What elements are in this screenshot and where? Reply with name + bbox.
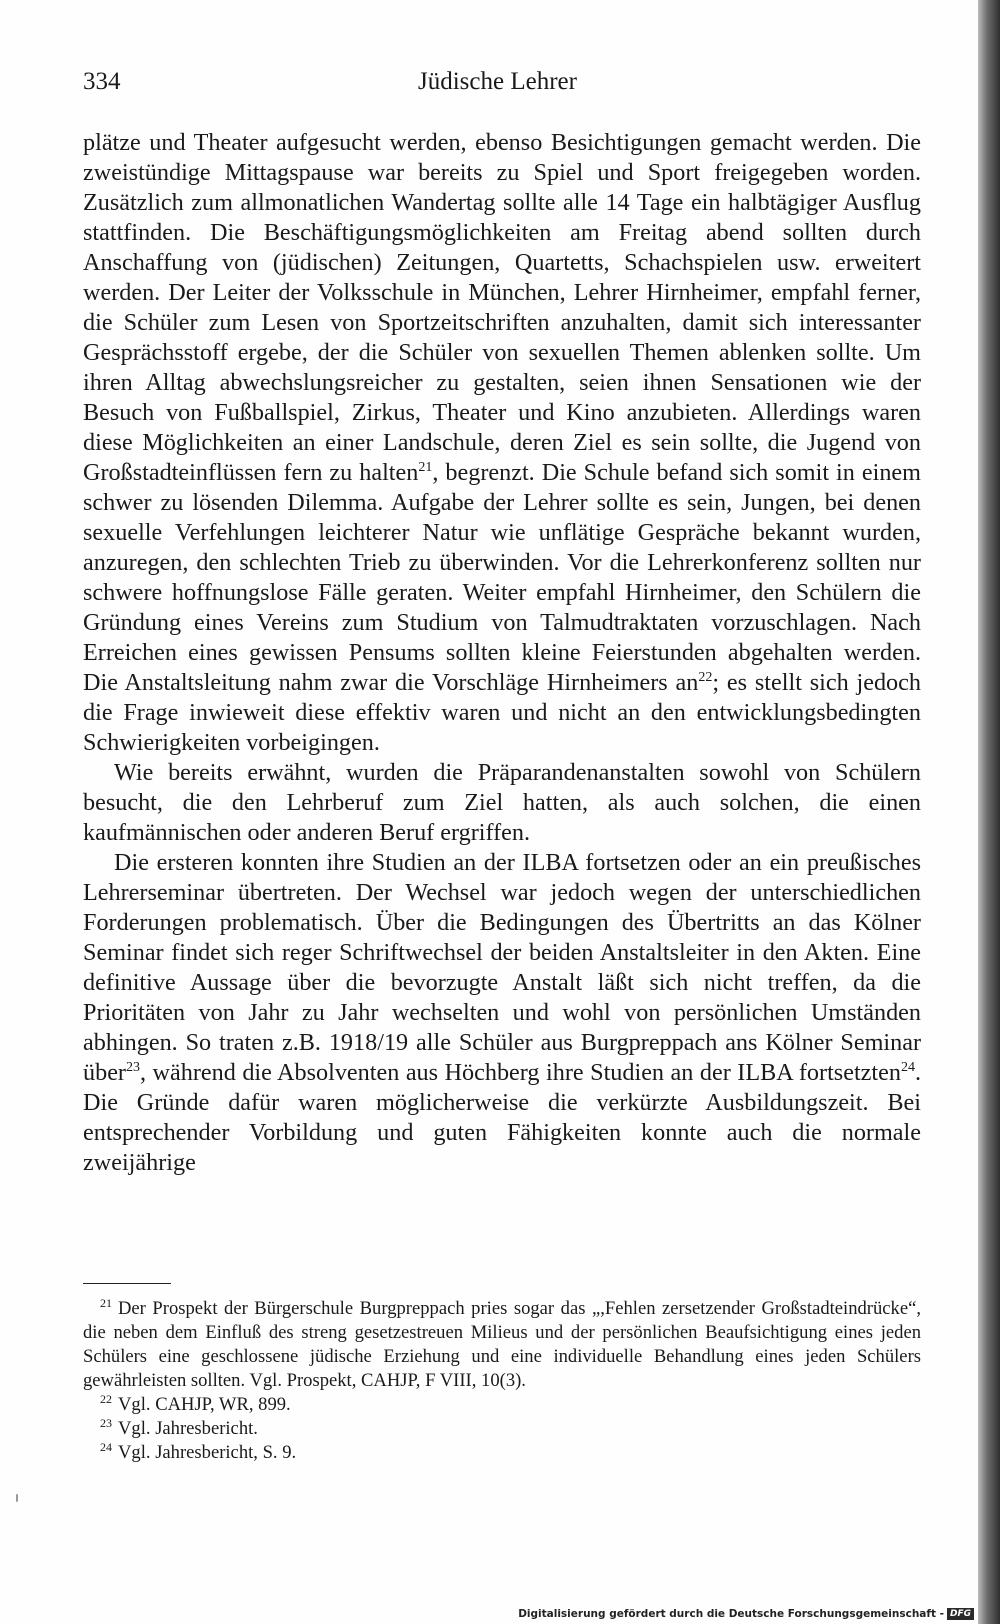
digitization-banner: [518, 1608, 974, 1620]
footnote-text: Vgl. Jahresbericht, S. 9.: [118, 1442, 297, 1463]
page-number: 334: [83, 68, 121, 95]
footnote-22: [83, 1393, 921, 1417]
paragraph-1-text-a: plätze und Theater aufgesucht werden, ebenso Besichtigungen gemacht werden. Die zweistündige Mittagspause war bereits zu Spiel und Sport freigegeben worden. Zusätzlich zum allmonatlichen Wandertag sollte alle 14 Tage ein halbtägiger Ausflug stattfinden. Die Beschäftigungsmöglichkeiten am Freitag abend sollten durch Anschaffung von (jüdischen) Zeitungen, Quartetts, Schachspielen usw. erweitert werden. Der Leiter der Volksschule in München, Lehrer Hirnheimer, empfahl ferner, die Schüler zum Lesen von Sportzeitschriften anzuhalten, damit sich interessanter Gesprächsstoff ergebe, der die Schüler von sexuellen Themen ablenken sollte. Um ihren Alltag abwechslungsreicher zu gestalten, seien ihnen Sensationen wie der Besuch von Fußballspiel, Zirkus, Theater und Kino anzubieten. Allerdings waren diese Möglichkeiten an einer Landschule, deren Ziel es sein sollte, die Jugend von Großstadteinflüssen fern zu halten: [83, 129, 921, 486]
footnote-separator: [83, 1283, 171, 1284]
paragraph-3-text-a: Die ersteren konnten ihre Studien an der ILBA fortsetzen oder an ein preußisches Lehrerseminar übertreten. Der Wechsel war jedoch wegen der unterschiedlichen Forderungen problematisch. Über die Bedingungen des Übertritts an das Kölner Seminar findet sich reger Schriftwechsel der beiden Anstaltsleiter in den Akten. Eine definitive Aussage über die bevorzugte Anstalt läßt sich nicht treffen, da die Prioritäten von Jahr zu Jahr wechselten und wohl von persönlichen Umständen abhingen. So traten z.B. 1918/19 alle Schüler aus Burgpreppach ans Kölner Seminar über: [83, 849, 921, 1086]
footnote-text: Vgl. Jahresbericht.: [118, 1418, 258, 1439]
footnote-mark: 23: [100, 1415, 112, 1430]
dfg-logo: DFG: [947, 1608, 974, 1620]
paragraph-2: Wie bereits erwähnt, wurden die Präparandenanstalten sowohl von Schülern besucht, die den Lehrberuf zum Ziel hatten, als auch solchen, die einen kaufmännischen oder anderen Beruf ergriffen.: [83, 759, 921, 846]
footnote-23: [83, 1417, 921, 1441]
page-header: [83, 64, 913, 104]
footnote-ref-23: 23: [125, 1059, 140, 1075]
footnote-24: [83, 1441, 921, 1465]
footnote-text: Vgl. CAHJP, WR, 899.: [118, 1394, 291, 1415]
footnotes: [83, 1297, 921, 1465]
footnote-ref-24: 24: [900, 1059, 915, 1075]
footnote-21: [83, 1297, 921, 1393]
footnote-ref-22: 22: [698, 669, 713, 685]
paragraph-3-text-b: , während die Absolventen aus Höchberg ihre Studien an der ILBA fortsetzten: [139, 1059, 901, 1086]
digitization-text: Digitalisierung gefördert durch die Deutsche Forschungsgemeinschaft -: [518, 1608, 944, 1620]
footnote-mark: 24: [100, 1439, 112, 1454]
paragraph-3-text-c: . Die Gründe dafür waren möglicherweise die verkürzte Ausbildungszeit. Bei entsprechender Vorbildung und guten Fähigkeiten konnte auch die normale zweijährige: [83, 1059, 921, 1176]
book-gutter-shadow: [978, 0, 1000, 1624]
footnote-mark: 22: [100, 1391, 112, 1406]
paragraph-1-text-c: ; es stellt sich jedoch die Frage inwieweit diese effektiv waren und nicht an den entwicklungsbedingten Schwierigkeiten vorbeigingen.: [83, 669, 921, 756]
running-title: Jüdische Lehrer: [418, 68, 577, 95]
footnote-mark: 21: [100, 1295, 112, 1310]
body-text: [83, 128, 921, 1178]
footnote-text: Der Prospekt der Bürgerschule Burgpreppach pries sogar das „,Fehlen zersetzender Großstadteindrücke“, die neben dem Einfluß des streng gesetzestreuen Milieus und der persönlichen Beaufsichtigung eines jeden Schülers eine geschlossene jüdische Erziehung und eine individuelle Behandlung eines jeden Schülers gewährleisten sollten. Vgl. Prospekt, CAHJP, F VIII, 10(3).: [83, 1298, 921, 1391]
footnote-ref-21: 21: [418, 459, 433, 475]
paragraph-1-text-b: , begrenzt. Die Schule befand sich somit in einem schwer zu lösenden Dilemma. Aufgabe der Lehrer sollte es sein, Jungen, bei denen sexuelle Verfehlungen leichterer Natur wie unflätige Gespräche bekannt wurden, anzuregen, den schlechten Trieb zu überwinden. Vor die Lehrerkonferenz sollten nur schwere hoffnungslose Fälle geraten. Weiter empfahl Hirnheimer, den Schülern die Gründung eines Vereins zum Studium von Talmudtraktaten vorzuschlagen. Nach Erreichen eines gewissen Pensums sollten kleine Feierstunden abgehalten werden. Die Anstaltsleitung nahm zwar die Vorschläge Hirnheimers an: [83, 459, 921, 696]
paragraph-3: [83, 848, 921, 1178]
scan-speck: [16, 1494, 18, 1502]
paragraph-1: [83, 128, 921, 758]
